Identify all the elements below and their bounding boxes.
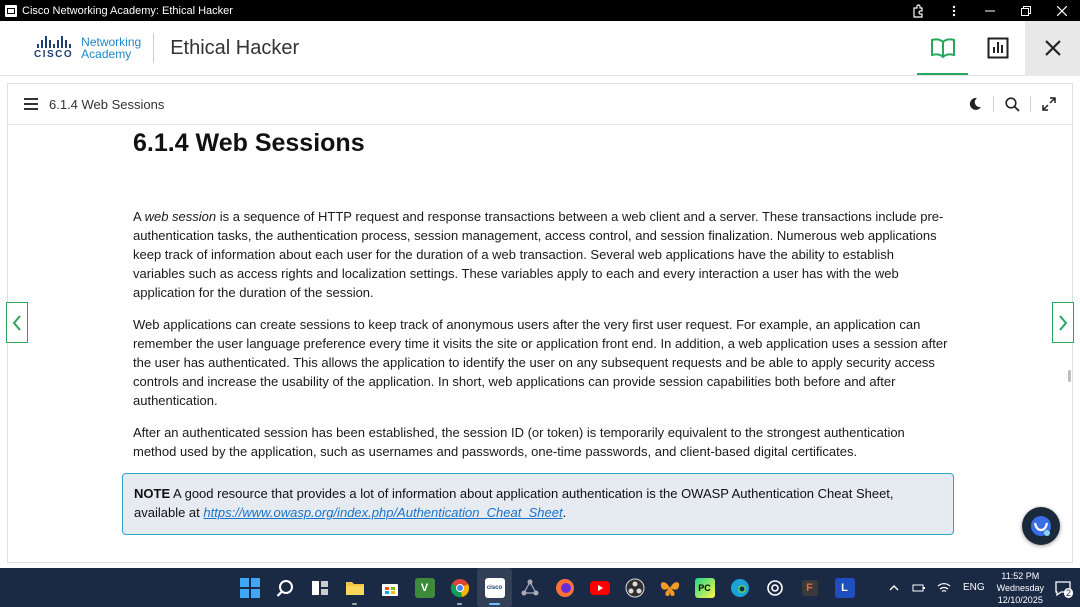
cisco-app-icon: cisco [485, 578, 505, 598]
chrome-app[interactable] [442, 568, 477, 607]
microsoft-store-app[interactable] [372, 568, 407, 607]
pycharm-icon: PC [695, 578, 715, 598]
language-indicator[interactable]: ENG [962, 582, 985, 593]
close-icon [1045, 40, 1061, 56]
emphasized-term: web session [144, 209, 217, 224]
netacad-wordmark: Networking Academy [81, 35, 142, 61]
youtube-icon [590, 580, 610, 596]
hamburger-menu-icon[interactable] [24, 98, 38, 110]
expand-fullscreen-icon[interactable] [1040, 95, 1058, 113]
pycharm-app[interactable] [687, 568, 722, 607]
restore-button[interactable] [1008, 0, 1044, 21]
chatgpt-app[interactable] [757, 568, 792, 607]
taskbar-search-button[interactable] [267, 568, 302, 607]
app-window-icon [5, 5, 17, 17]
f-app-icon: F [802, 580, 818, 596]
obs-app[interactable] [617, 568, 652, 607]
store-bag-icon [381, 579, 399, 597]
assistant-chat-button[interactable] [1022, 507, 1060, 545]
content-toolbar [8, 84, 1072, 125]
owasp-link[interactable]: https://www.owasp.org/index.php/Authentication_Cheat_Sheet [203, 505, 563, 520]
assistant-icon [1029, 514, 1053, 538]
file-explorer-app[interactable] [337, 568, 372, 607]
chevron-left-icon [12, 315, 22, 331]
window-close-button[interactable] [1044, 0, 1080, 21]
notification-center-button[interactable] [1052, 577, 1074, 599]
chatgpt-icon [766, 579, 784, 597]
edge-app[interactable] [722, 568, 757, 607]
l-app[interactable] [827, 568, 862, 607]
open-book-icon [930, 37, 956, 59]
f-app[interactable] [792, 568, 827, 607]
firefox-app[interactable] [547, 568, 582, 607]
cisco-logo-mark [34, 36, 73, 60]
windows-taskbar [0, 568, 1080, 607]
system-tray [882, 568, 1080, 607]
note-callout: NOTE A good resource that provides a lot of information about application authentication is the OWASP Authentication Cheat Sheet, available at https://www.owasp.org/index.php/Authentication_Cheat_Sheet. [122, 473, 954, 535]
close-course-button[interactable] [1025, 21, 1080, 76]
note-label: NOTE [134, 486, 171, 501]
vs-icon: V [415, 578, 435, 598]
task-view-icon [311, 579, 329, 597]
l-app-icon: L [835, 578, 855, 598]
bar-chart-icon [987, 37, 1009, 59]
toolbar-divider [1030, 96, 1031, 112]
extensions-icon[interactable] [900, 0, 936, 21]
edge-icon [730, 578, 750, 598]
next-page-button[interactable] [1052, 302, 1074, 343]
folder-icon [345, 579, 365, 597]
previous-page-button[interactable] [6, 302, 28, 343]
cisco-networking-academy-logo[interactable] [34, 36, 141, 60]
network-nodes-icon [521, 579, 539, 597]
chevron-right-icon [1058, 315, 1068, 331]
windows-logo-icon [240, 578, 260, 598]
article-body [133, 128, 953, 459]
paragraph: A web session is a sequence of HTTP request and response transactions between a web client and a server. These transactions include pre-authentication tasks, the authentication process, session management, access control, and session finalization. Numerous web applications keep track of information about each user for the duration of a web transaction. Several web applications have the ability to establish variables such as access rights and localization settings. These variables apply to each and every interaction a user has with the web application for the duration of the session. [133, 209, 944, 300]
page-title: 6.1.4 Web Sessions [133, 129, 365, 157]
clock[interactable]: 11:52 PM Wednesday 12/10/2025 [996, 570, 1044, 605]
scrollbar-thumb[interactable] [1068, 370, 1071, 382]
course-content-button[interactable] [915, 21, 970, 76]
course-title: Ethical Hacker [170, 36, 300, 59]
network-tool-app[interactable] [512, 568, 547, 607]
toolbar-divider [993, 96, 994, 112]
window-titlebar [0, 0, 1080, 21]
chrome-icon [450, 578, 470, 598]
dark-mode-moon-icon[interactable] [966, 95, 984, 113]
header-divider [153, 33, 154, 63]
chevron-up-icon[interactable] [882, 584, 907, 592]
content-card [7, 83, 1073, 563]
obs-icon [625, 578, 645, 598]
cisco-netacad-app[interactable] [477, 568, 512, 607]
paragraph: Web applications can create sessions to keep track of anonymous users after the very first user request. For example, an application can remember the user language preference every time it visits the site or application front end. In addition, a web application uses a session after the user has authenticated. This allows the application to identify the user on any subsequent requests and be able to apply security access controls and increase the usability of the application. In short, web applications can provide session capabilities both before and after authentication. [133, 317, 948, 408]
battery-icon[interactable] [907, 583, 932, 593]
vs-app[interactable] [407, 568, 442, 607]
paragraph: After an authenticated session has been established, the session ID (or token) is temporarily equivalent to the strongest authentication method used by the application, such as usernames and passwords, one-time passwords, and client-based digital certificates. [133, 425, 905, 459]
notification-count: 2 [1065, 587, 1071, 598]
butterfly-app[interactable] [652, 568, 687, 607]
breadcrumb: 6.1.4 Web Sessions [49, 96, 165, 112]
cisco-wordmark: CISCO [34, 49, 74, 60]
search-icon [276, 579, 294, 597]
youtube-app[interactable] [582, 568, 617, 607]
more-options-icon[interactable] [936, 0, 972, 21]
butterfly-icon [660, 579, 680, 597]
window-title: Cisco Networking Academy: Ethical Hacker [22, 4, 233, 17]
grades-button[interactable] [970, 21, 1025, 76]
task-view-button[interactable] [302, 568, 337, 607]
app-header [0, 21, 1080, 76]
minimize-button[interactable] [972, 0, 1008, 21]
search-icon[interactable] [1003, 95, 1021, 113]
start-button[interactable] [232, 568, 267, 607]
firefox-icon [555, 578, 575, 598]
wifi-icon[interactable] [932, 582, 957, 594]
